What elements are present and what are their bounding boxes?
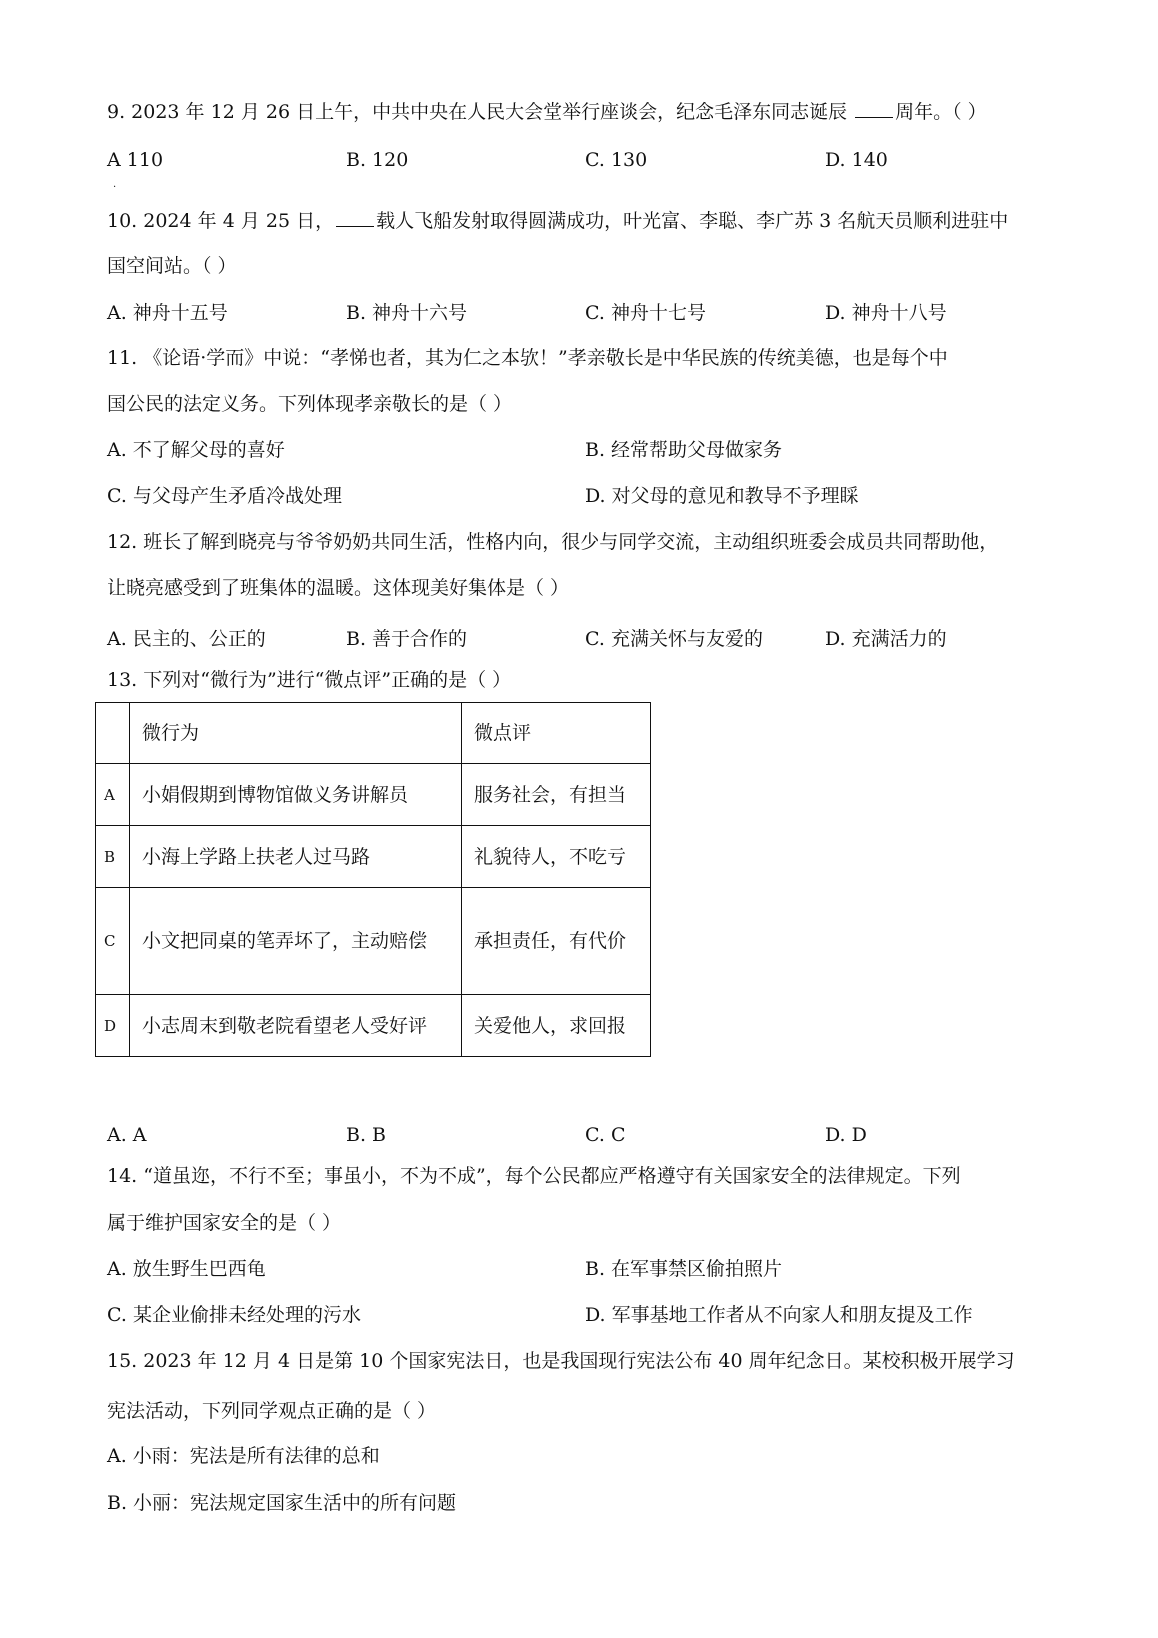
q13-table: [95, 702, 651, 1057]
q15-stem-line2: 宪法活动，下列同学观点正确的是（ ）: [107, 1400, 437, 1422]
table-header-key: [96, 703, 130, 764]
q13-option-a: A. A: [107, 1124, 147, 1146]
q12-option-d: D. 充满活力的: [825, 628, 947, 650]
row-key: B: [96, 826, 130, 888]
q10-answer-blank: [336, 208, 374, 227]
q9-option-d: D. 140: [825, 149, 888, 171]
q11-stem-line2: 国公民的法定义务。下列体现孝亲敬长的是（ ）: [107, 393, 513, 415]
row-comment: 承担责任，有代价: [462, 888, 651, 995]
q11-option-a: A. 不了解父母的喜好: [107, 439, 285, 461]
q12-stem-line1: 12. 班长了解到晓亮与爷爷奶奶共同生活，性格内向，很少与同学交流，主动组织班委会成员共同帮助他，: [107, 531, 999, 553]
table-row: [96, 888, 651, 995]
q13-stem-line1: 13. 下列对“微行为”进行“微点评”正确的是（ ）: [107, 669, 512, 691]
q15-option-b: B. 小丽：宪法规定国家生活中的所有问题: [107, 1492, 457, 1514]
table-row: [96, 995, 651, 1057]
q10-stem-line1: [107, 208, 1008, 234]
stray-dot: .: [113, 179, 117, 190]
table-header-row: [96, 703, 651, 764]
q9-stem-start: 9. 2023 年 12 月 26 日上午，中共中央在人民大会堂举行座谈会，纪念毛泽东同志诞辰: [107, 101, 854, 123]
q13-option-c: C. C: [585, 1124, 626, 1146]
q10-option-d: D. 神舟十八号: [825, 302, 947, 324]
q14-option-a: A. 放生野生巴西龟: [107, 1258, 266, 1280]
q11-stem-line1: 11. 《论语·学而》中说：“孝悌也者，其为仁之本欤！”孝亲敬长是中华民族的传统美德，也是每个中: [107, 347, 948, 369]
row-key: C: [96, 888, 130, 995]
q11-option-d: D. 对父母的意见和教导不予理睬: [585, 485, 859, 507]
row-key: D: [96, 995, 130, 1057]
q11-option-c: C. 与父母产生矛盾冷战处理: [107, 485, 342, 507]
q14-stem-line2: 属于维护国家安全的是（ ）: [107, 1212, 342, 1234]
row-comment: 礼貌待人，不吃亏: [462, 826, 651, 888]
row-key: A: [96, 764, 130, 826]
table-header-comment: 微点评: [462, 703, 651, 764]
q14-option-d: D. 军事基地工作者从不向家人和朋友提及工作: [585, 1304, 973, 1326]
q10-stem-line2: 国空间站。（ ）: [107, 255, 237, 277]
q9-option-c: C. 130: [585, 149, 648, 171]
table-row: [96, 826, 651, 888]
q12-option-a: A. 民主的、公正的: [107, 628, 266, 650]
row-behavior: 小海上学路上扶老人过马路: [130, 826, 462, 888]
table-header-behavior: 微行为: [130, 703, 462, 764]
q9-option-b: B. 120: [346, 149, 409, 171]
row-behavior: 小文把同桌的笔弄坏了，主动赔偿: [130, 888, 462, 995]
q9-option-a: A 110: [107, 149, 164, 171]
q13-option-b: B. B: [346, 1124, 387, 1146]
q10-option-a: A. 神舟十五号: [107, 302, 228, 324]
q9-answer-blank: [855, 99, 893, 118]
q9-stem: [107, 99, 987, 125]
q10-option-b: B. 神舟十六号: [346, 302, 468, 324]
q12-option-c: C. 充满关怀与友爱的: [585, 628, 763, 650]
row-behavior: 小娟假期到博物馆做义务讲解员: [130, 764, 462, 826]
q13-option-d: D. D: [825, 1124, 867, 1146]
q15-option-a: A. 小雨：宪法是所有法律的总和: [107, 1445, 380, 1467]
row-comment: 服务社会，有担当: [462, 764, 651, 826]
q10-stem-start: 10. 2024 年 4 月 25 日，: [107, 210, 335, 232]
q14-option-b: B. 在军事禁区偷拍照片: [585, 1258, 783, 1280]
q14-stem-line1: 14. “道虽迩，不行不至；事虽小，不为不成”，每个公民都应严格遵守有关国家安全的法律规定。下列: [107, 1165, 961, 1187]
q14-option-c: C. 某企业偷排未经处理的污水: [107, 1304, 361, 1326]
q12-option-b: B. 善于合作的: [346, 628, 468, 650]
row-comment: 关爱他人，求回报: [462, 995, 651, 1057]
row-behavior: 小志周末到敬老院看望老人受好评: [130, 995, 462, 1057]
q10-option-c: C. 神舟十七号: [585, 302, 706, 324]
q11-option-b: B. 经常帮助父母做家务: [585, 439, 783, 461]
q9-stem-end: 周年。（ ）: [895, 101, 987, 123]
table-row: [96, 764, 651, 826]
q10-stem-end: 载人飞船发射取得圆满成功，叶光富、李聪、李广苏 3 名航天员顺利进驻中: [376, 210, 1009, 232]
q15-stem-line1: 15. 2023 年 12 月 4 日是第 10 个国家宪法日，也是我国现行宪法公布 40 周年纪念日。某校积极开展学习: [107, 1350, 1015, 1372]
q12-stem-line2: 让晓亮感受到了班集体的温暖。这体现美好集体是（ ）: [107, 577, 570, 599]
